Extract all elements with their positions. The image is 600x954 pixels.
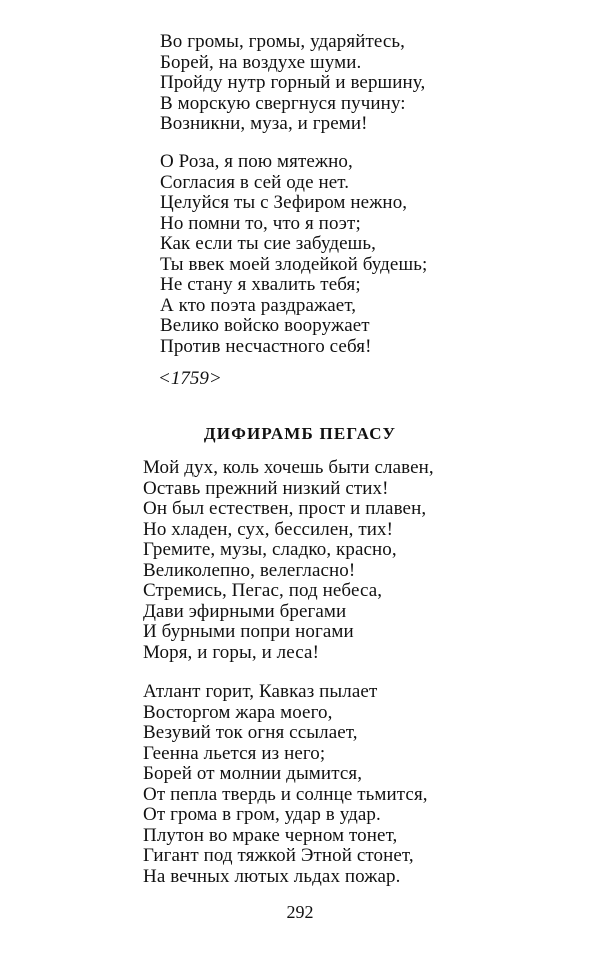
verse-line: О Роза, я пою мятежно, bbox=[160, 151, 353, 172]
poem1-stanza-a bbox=[160, 32, 425, 135]
poem1-stanza-b bbox=[160, 152, 427, 357]
verse-line: От пепла твердь и солнце тьмится, bbox=[143, 783, 428, 805]
verse-line: Мой дух, коль хочешь быти славен, bbox=[143, 457, 434, 478]
poem2-stanza-b bbox=[143, 682, 428, 887]
verse-line: Как если ты сие забудешь, bbox=[160, 233, 377, 254]
verse-line: От грома в гром, удар в удар. bbox=[143, 804, 381, 825]
verse-line: Великолепно, велегласно! bbox=[143, 559, 356, 581]
verse-line: Гигант под тяжкой Этной стонет, bbox=[143, 845, 414, 866]
verse-line: Но хладен, сух, бессилен, тих! bbox=[143, 518, 394, 540]
verse-line: Целуйся ты с Зефиром нежно, bbox=[160, 192, 408, 213]
verse-line: В морскую свергнуся пучину: bbox=[160, 92, 406, 114]
verse-line: Стремись, Пегас, под небеса, bbox=[143, 580, 383, 601]
verse-line: Во громы, громы, ударяйтесь, bbox=[160, 31, 406, 52]
verse-line: Велико войско вооружает bbox=[160, 315, 370, 336]
verse-line: Геенна льется из него; bbox=[143, 742, 326, 764]
verse-line: Против несчастного себя! bbox=[160, 335, 372, 357]
poem2-stanza-a bbox=[143, 458, 434, 663]
verse-line: Борей, на воздухе шуми. bbox=[160, 51, 362, 73]
verse-line: Везувий ток огня ссылает, bbox=[143, 722, 358, 743]
verse-line: Борей от молнии дымится, bbox=[143, 763, 363, 784]
verse-line: Оставь прежний низкий стих! bbox=[143, 477, 389, 499]
verse-line: Атлант горит, Кавказ пылает bbox=[143, 681, 378, 702]
verse-line: А кто поэта раздражает, bbox=[160, 294, 357, 316]
verse-line: Плутон во мраке черном тонет, bbox=[143, 824, 398, 846]
verse-line: Дави эфирными брегами bbox=[143, 600, 347, 622]
verse-line: Возникни, муза, и греми! bbox=[160, 113, 368, 134]
verse-line: На вечных лютых льдах пожар. bbox=[143, 865, 401, 887]
poem-title: ДИФИРАМБ ПЕГАСУ bbox=[203, 424, 397, 443]
verse-line: Пройду нутр горный и вершину, bbox=[160, 72, 426, 93]
page-number: 292 bbox=[286, 902, 314, 922]
verse-line: Моря, и горы, и леса! bbox=[143, 641, 319, 663]
verse-line: Восторгом жара моего, bbox=[143, 701, 333, 723]
verse-line: Согласия в сей оде нет. bbox=[160, 171, 350, 193]
verse-line: Ты ввек моей злодейкой будешь; bbox=[160, 253, 428, 275]
verse-line: Он был естествен, прост и плавен, bbox=[143, 498, 427, 519]
verse-line: Не стану я хвалить тебя; bbox=[160, 274, 361, 295]
verse-line: Гремите, музы, сладко, красно, bbox=[143, 539, 397, 560]
poem-date: <1759> bbox=[158, 368, 222, 389]
verse-line: Но помни то, что я поэт; bbox=[160, 212, 361, 234]
verse-line: И бурными попри ногами bbox=[143, 621, 354, 642]
